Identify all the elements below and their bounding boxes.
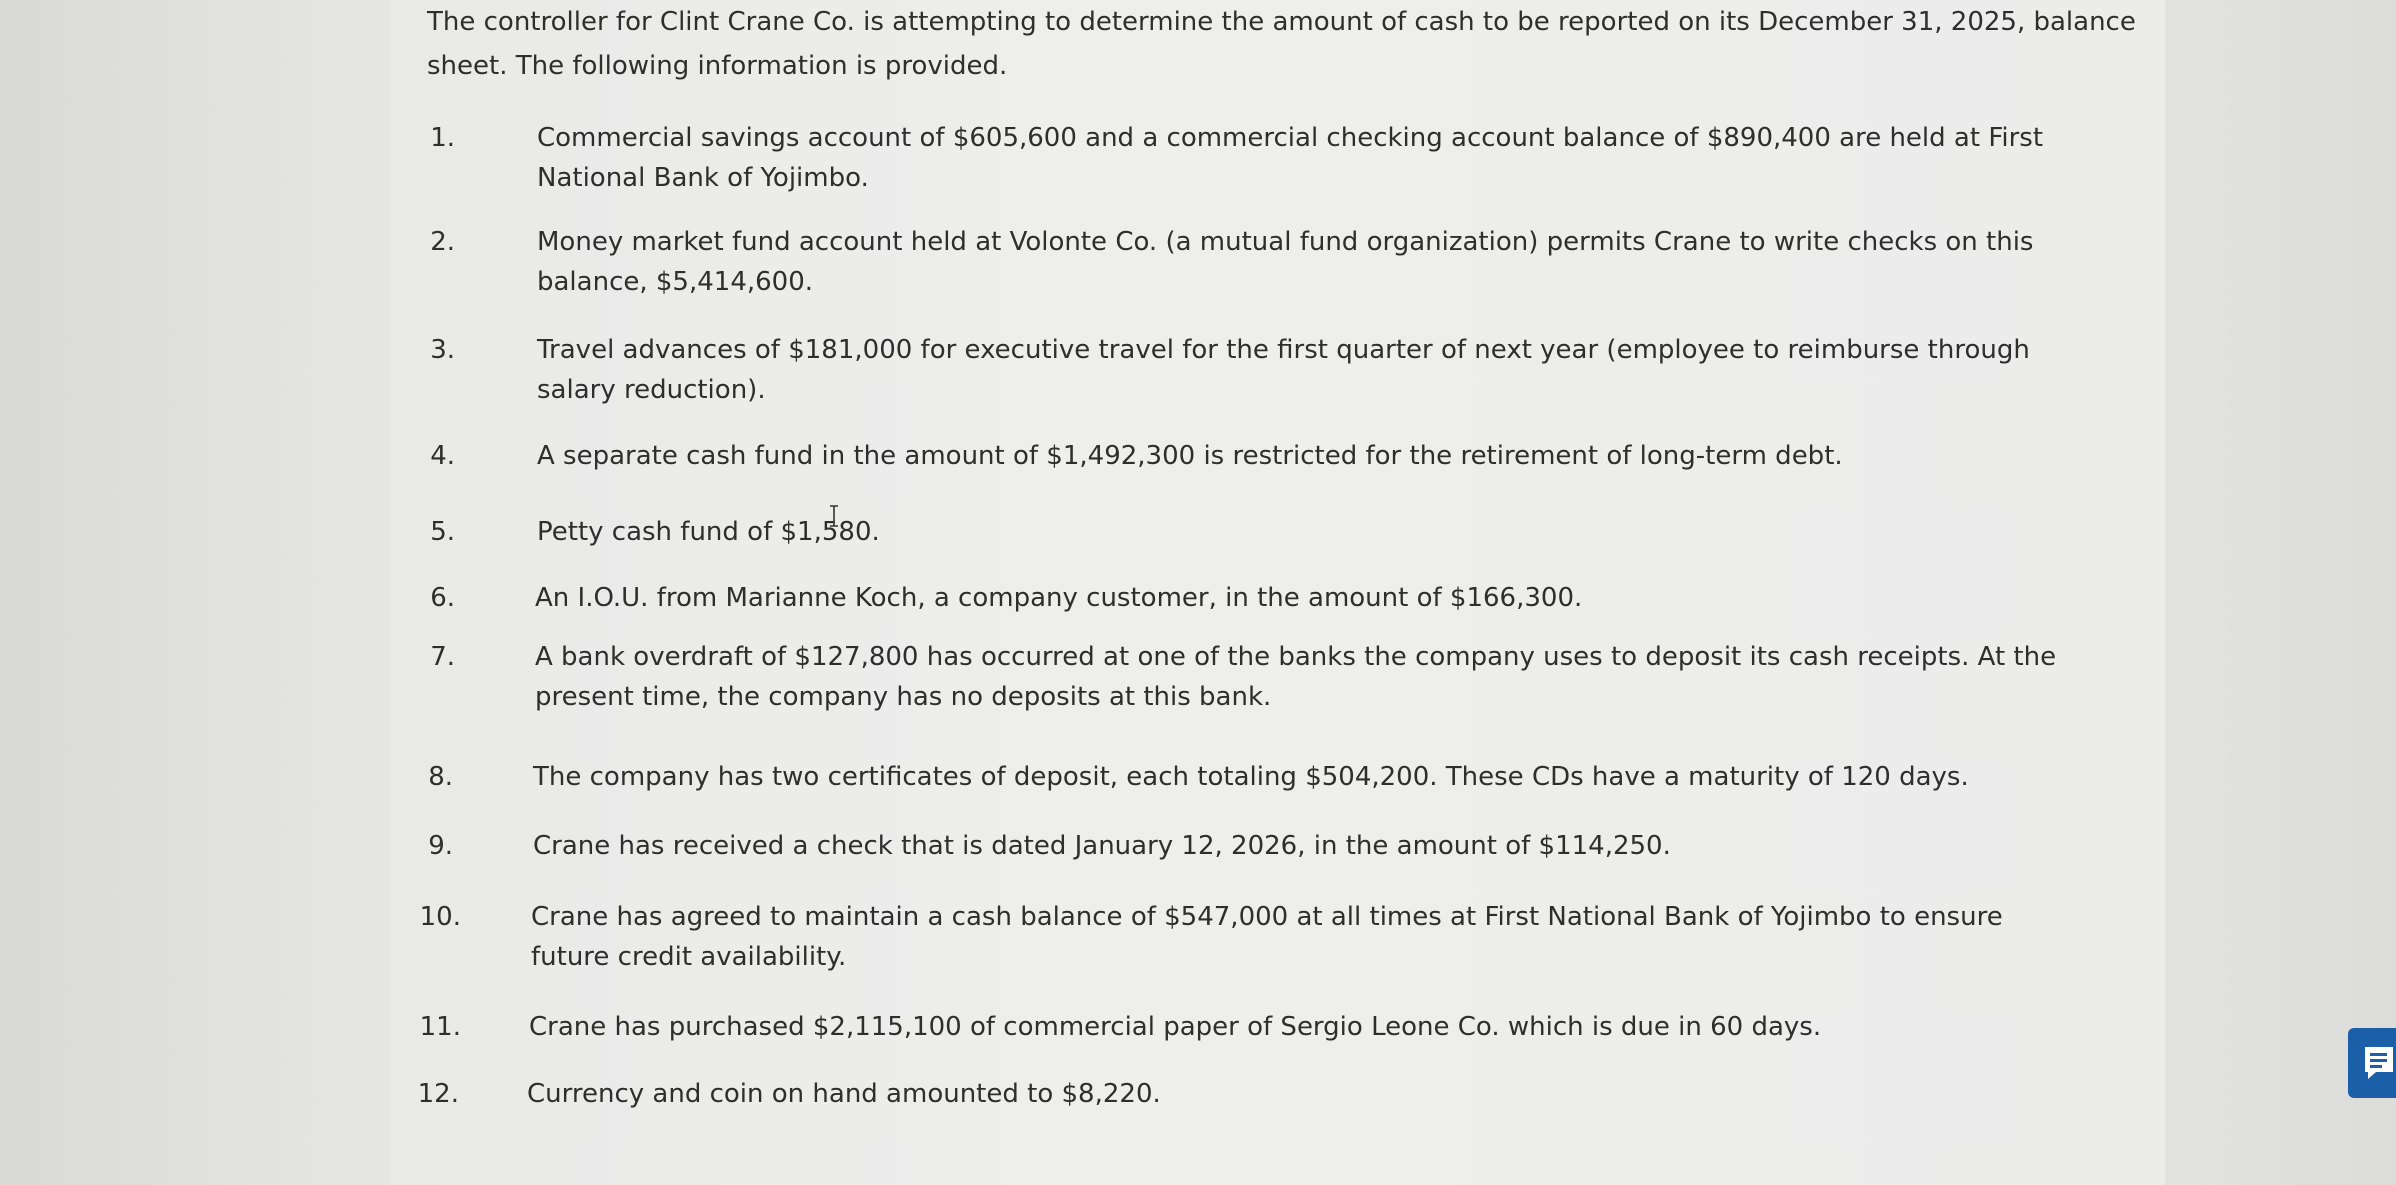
item-number: 11. <box>419 1012 461 1042</box>
item-text: Petty cash fund of $1,580. <box>537 517 880 547</box>
item-text: A separate cash fund in the amount of $1,492,300 is restricted for the retirement of long-term debt. <box>537 441 1843 471</box>
item-number: 9. <box>428 831 453 861</box>
item-number: 12. <box>417 1079 459 1109</box>
item-number: 1. <box>430 123 455 153</box>
item-number: 2. <box>430 227 455 257</box>
chat-icon <box>2362 1044 2396 1082</box>
item-text: Commercial savings account of $605,600 and a commercial checking account balance of $890,400 are held at First National Bank of Yojimbo. <box>537 123 2044 193</box>
item-number: 4. <box>430 441 455 471</box>
item-number: 8. <box>428 762 453 792</box>
chat-button[interactable] <box>2348 1028 2396 1098</box>
item-text: Crane has purchased $2,115,100 of commercial paper of Sergio Leone Co. which is due in 60 days. <box>529 1012 1822 1042</box>
item-text: Currency and coin on hand amounted to $8,220. <box>527 1079 1161 1109</box>
item-number: 7. <box>430 642 455 672</box>
item-text: A bank overdraft of $127,800 has occurred at one of the banks the company uses to deposit its cash receipts. At the present time, the company has no deposits at this bank. <box>535 642 2057 712</box>
item-text: Travel advances of $181,000 for executive travel for the first quarter of next year (employee to reimburse through salary reduction). <box>537 335 2030 405</box>
problem-intro: The controller for Clint Crane Co. is attempting to determine the amount of cash to be reported on its December 31, 2025, balance sheet. The following information is provided. <box>427 7 2136 81</box>
item-text: Crane has agreed to maintain a cash balance of $547,000 at all times at First National Bank of Yojimbo to ensure future credit availability. <box>531 902 2003 972</box>
item-text: The company has two certificates of deposit, each totaling $504,200. These CDs have a maturity of 120 days. <box>533 762 1969 792</box>
item-number: 10. <box>419 902 461 932</box>
item-text: Crane has received a check that is dated January 12, 2026, in the amount of $114,250. <box>533 831 1671 861</box>
item-text: An I.O.U. from Marianne Koch, a company customer, in the amount of $166,300. <box>535 583 1583 613</box>
item-text: Money market fund account held at Volonte Co. (a mutual fund organization) permits Crane to write checks on this balance, $5,414,600. <box>537 227 2034 297</box>
text-cursor-icon <box>828 505 840 527</box>
item-number: 3. <box>430 335 455 365</box>
item-number: 6. <box>430 583 455 613</box>
item-number: 5. <box>430 517 455 547</box>
